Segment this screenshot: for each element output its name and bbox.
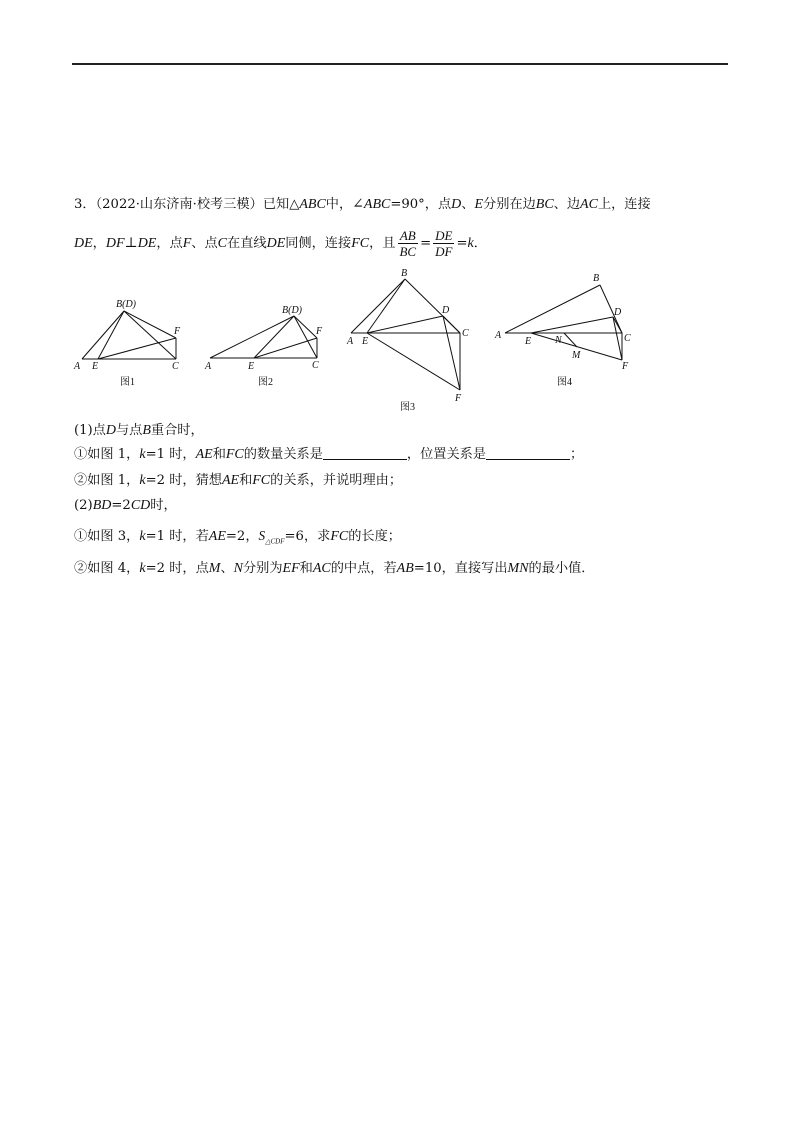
math-cd: CD <box>130 498 151 513</box>
math-df-perp-de: DF⊥DE <box>105 236 157 251</box>
math-abc: ABC <box>299 197 326 212</box>
text: (2) <box>74 498 93 513</box>
math-fc: FC <box>252 473 271 488</box>
label-c: C <box>312 360 319 371</box>
segment-bc <box>294 316 317 358</box>
text: 在直线 <box>227 236 267 251</box>
text: ②如图 4， <box>74 561 140 576</box>
label-a: A <box>347 336 354 347</box>
math-e: E <box>474 197 484 212</box>
text: =90°，点 <box>390 197 452 212</box>
text: ， <box>92 236 106 251</box>
part-1-heading <box>74 422 204 440</box>
label-a: A <box>205 361 212 372</box>
text: =6，求 <box>284 529 331 544</box>
math-ac: AC <box>580 197 598 212</box>
text: ①如图 3， <box>74 529 140 544</box>
segment-ed <box>367 316 443 333</box>
math-c: C <box>217 236 228 251</box>
figure-3 <box>346 268 469 413</box>
math-n: N <box>233 561 243 576</box>
text: 和 <box>239 473 253 488</box>
text: ②如图 1， <box>74 473 140 488</box>
math-k: k <box>139 473 146 488</box>
math-bc: BC <box>535 197 554 212</box>
segment-bc <box>124 311 176 359</box>
triangle-symbol: △ <box>289 197 300 212</box>
text: 的长度； <box>348 529 401 544</box>
math-d: D <box>451 197 462 212</box>
math-ac: AC <box>312 561 331 576</box>
text: ，点 <box>156 236 183 251</box>
text: =1 时， <box>145 447 196 462</box>
math-ab: AB <box>396 561 414 576</box>
area-symbol <box>258 528 285 546</box>
math-ae: AE <box>195 447 213 462</box>
area-s: S <box>258 528 266 543</box>
math-de: DE <box>74 236 93 251</box>
label-d: D <box>614 307 622 318</box>
text: 和 <box>299 561 313 576</box>
math-bd: BD <box>92 498 112 513</box>
label-c: C <box>462 328 469 339</box>
math-fc: FC <box>225 447 244 462</box>
math-f: F <box>182 236 192 251</box>
text: 分别为 <box>242 561 283 576</box>
segment-bf <box>124 311 176 338</box>
text: 、边 <box>553 197 581 212</box>
segment-be <box>367 279 405 333</box>
label-b-d: B(D) <box>282 305 302 316</box>
text: ． <box>473 236 487 251</box>
label-b: B <box>401 268 408 279</box>
label-f: F <box>455 393 462 404</box>
label-e: E <box>248 361 255 372</box>
label-d: D <box>442 305 450 316</box>
figure-1 <box>73 299 181 388</box>
equals-sign: = <box>456 236 468 251</box>
label-c: C <box>172 361 179 372</box>
segment-ef <box>367 333 460 390</box>
answer-blank-quantity[interactable] <box>323 447 407 460</box>
text: 和 <box>212 447 226 462</box>
segment-ab <box>210 316 294 358</box>
math-k: k <box>139 561 146 576</box>
label-m: M <box>572 350 581 361</box>
math-k: k <box>139 529 146 544</box>
fraction-denominator: BC <box>399 244 417 259</box>
text: 上，连接 <box>597 197 651 212</box>
label-e: E <box>362 336 369 347</box>
equals-sign: = <box>420 236 432 251</box>
label-e: E <box>525 336 532 347</box>
text: 中， <box>325 197 353 212</box>
label-b: B <box>593 273 600 284</box>
figure-3-caption: 图3 <box>400 402 415 413</box>
label-c: C <box>624 333 631 344</box>
label-f: F <box>174 326 181 337</box>
math-k: k <box>139 447 146 462</box>
text: 时， <box>150 498 177 513</box>
math-fc: FC <box>351 236 370 251</box>
figure-4-caption: 图4 <box>557 377 572 388</box>
figure-4 <box>494 273 631 388</box>
text: 、 <box>220 561 234 576</box>
text: =2 <box>111 498 131 513</box>
segment-dc <box>443 316 460 333</box>
label-b-d: B(D) <box>116 299 136 310</box>
text: 已知 <box>262 197 290 212</box>
text: ； <box>570 447 584 462</box>
figure-1-caption: 图1 <box>120 377 135 388</box>
figure-2-caption: 图2 <box>258 377 273 388</box>
text: 的数量关系是 <box>243 447 323 462</box>
text: 、点 <box>191 236 218 251</box>
segment-ab <box>505 285 600 333</box>
question-1-1 <box>74 446 583 464</box>
question-1-2 <box>74 472 402 490</box>
answer-blank-position[interactable] <box>486 447 570 460</box>
figure-2 <box>204 305 323 388</box>
label-f: F <box>316 326 323 337</box>
text: ①如图 1， <box>74 447 140 462</box>
label-f: F <box>622 361 629 372</box>
math-angle: ∠ABC <box>352 197 391 212</box>
math-ae: AE <box>208 529 226 544</box>
figures-svg <box>0 0 800 420</box>
problem-number: 3． <box>74 197 96 212</box>
math-m: M <box>208 561 221 576</box>
segment-ab <box>82 311 124 359</box>
text: (1)点 <box>74 423 106 438</box>
problem-source: （2022·山东济南·校考三模） <box>95 197 263 212</box>
question-2-2 <box>74 560 594 578</box>
text: 、 <box>461 197 475 212</box>
segment-ab <box>351 279 405 333</box>
math-de: DE <box>266 236 286 251</box>
label-e: E <box>92 361 99 372</box>
segment-bf <box>294 316 317 338</box>
segment-be <box>98 311 124 359</box>
text: 与点 <box>116 423 143 438</box>
label-a: A <box>495 330 502 341</box>
label-n: N <box>555 335 562 346</box>
text: 的关系，并说明理由； <box>270 473 403 488</box>
text: =2 时，点 <box>145 561 209 576</box>
text: 重合时， <box>150 423 204 438</box>
area-subscript: △CDF <box>265 537 285 546</box>
math-ef: EF <box>282 561 300 576</box>
text: 的最小值． <box>528 561 595 576</box>
text: 分别在边 <box>483 197 536 212</box>
text: =1 时，若 <box>145 529 209 544</box>
segment-ed <box>531 317 613 333</box>
label-a: A <box>74 361 81 372</box>
question-2-1 <box>74 527 401 551</box>
part-2-heading <box>74 497 177 515</box>
math-d: D <box>105 423 116 438</box>
math-ae: AE <box>221 473 240 488</box>
segment-df <box>443 316 460 390</box>
fraction-numerator: DE <box>435 228 453 243</box>
text: ，位置关系是 <box>406 447 487 462</box>
text: =2， <box>225 529 259 544</box>
text: 同侧，连接 <box>285 236 352 251</box>
text: ，且 <box>369 236 396 251</box>
math-b: B <box>142 423 151 438</box>
text: =10，直接写出 <box>413 561 508 576</box>
fraction-denominator: DF <box>435 244 453 259</box>
text: =2 时，猜想 <box>145 473 222 488</box>
math-k: k <box>467 236 474 251</box>
math-fc: FC <box>330 529 349 544</box>
text: 的中点，若 <box>330 561 397 576</box>
math-mn: MN <box>507 561 529 576</box>
fraction-numerator: AB <box>399 228 416 243</box>
